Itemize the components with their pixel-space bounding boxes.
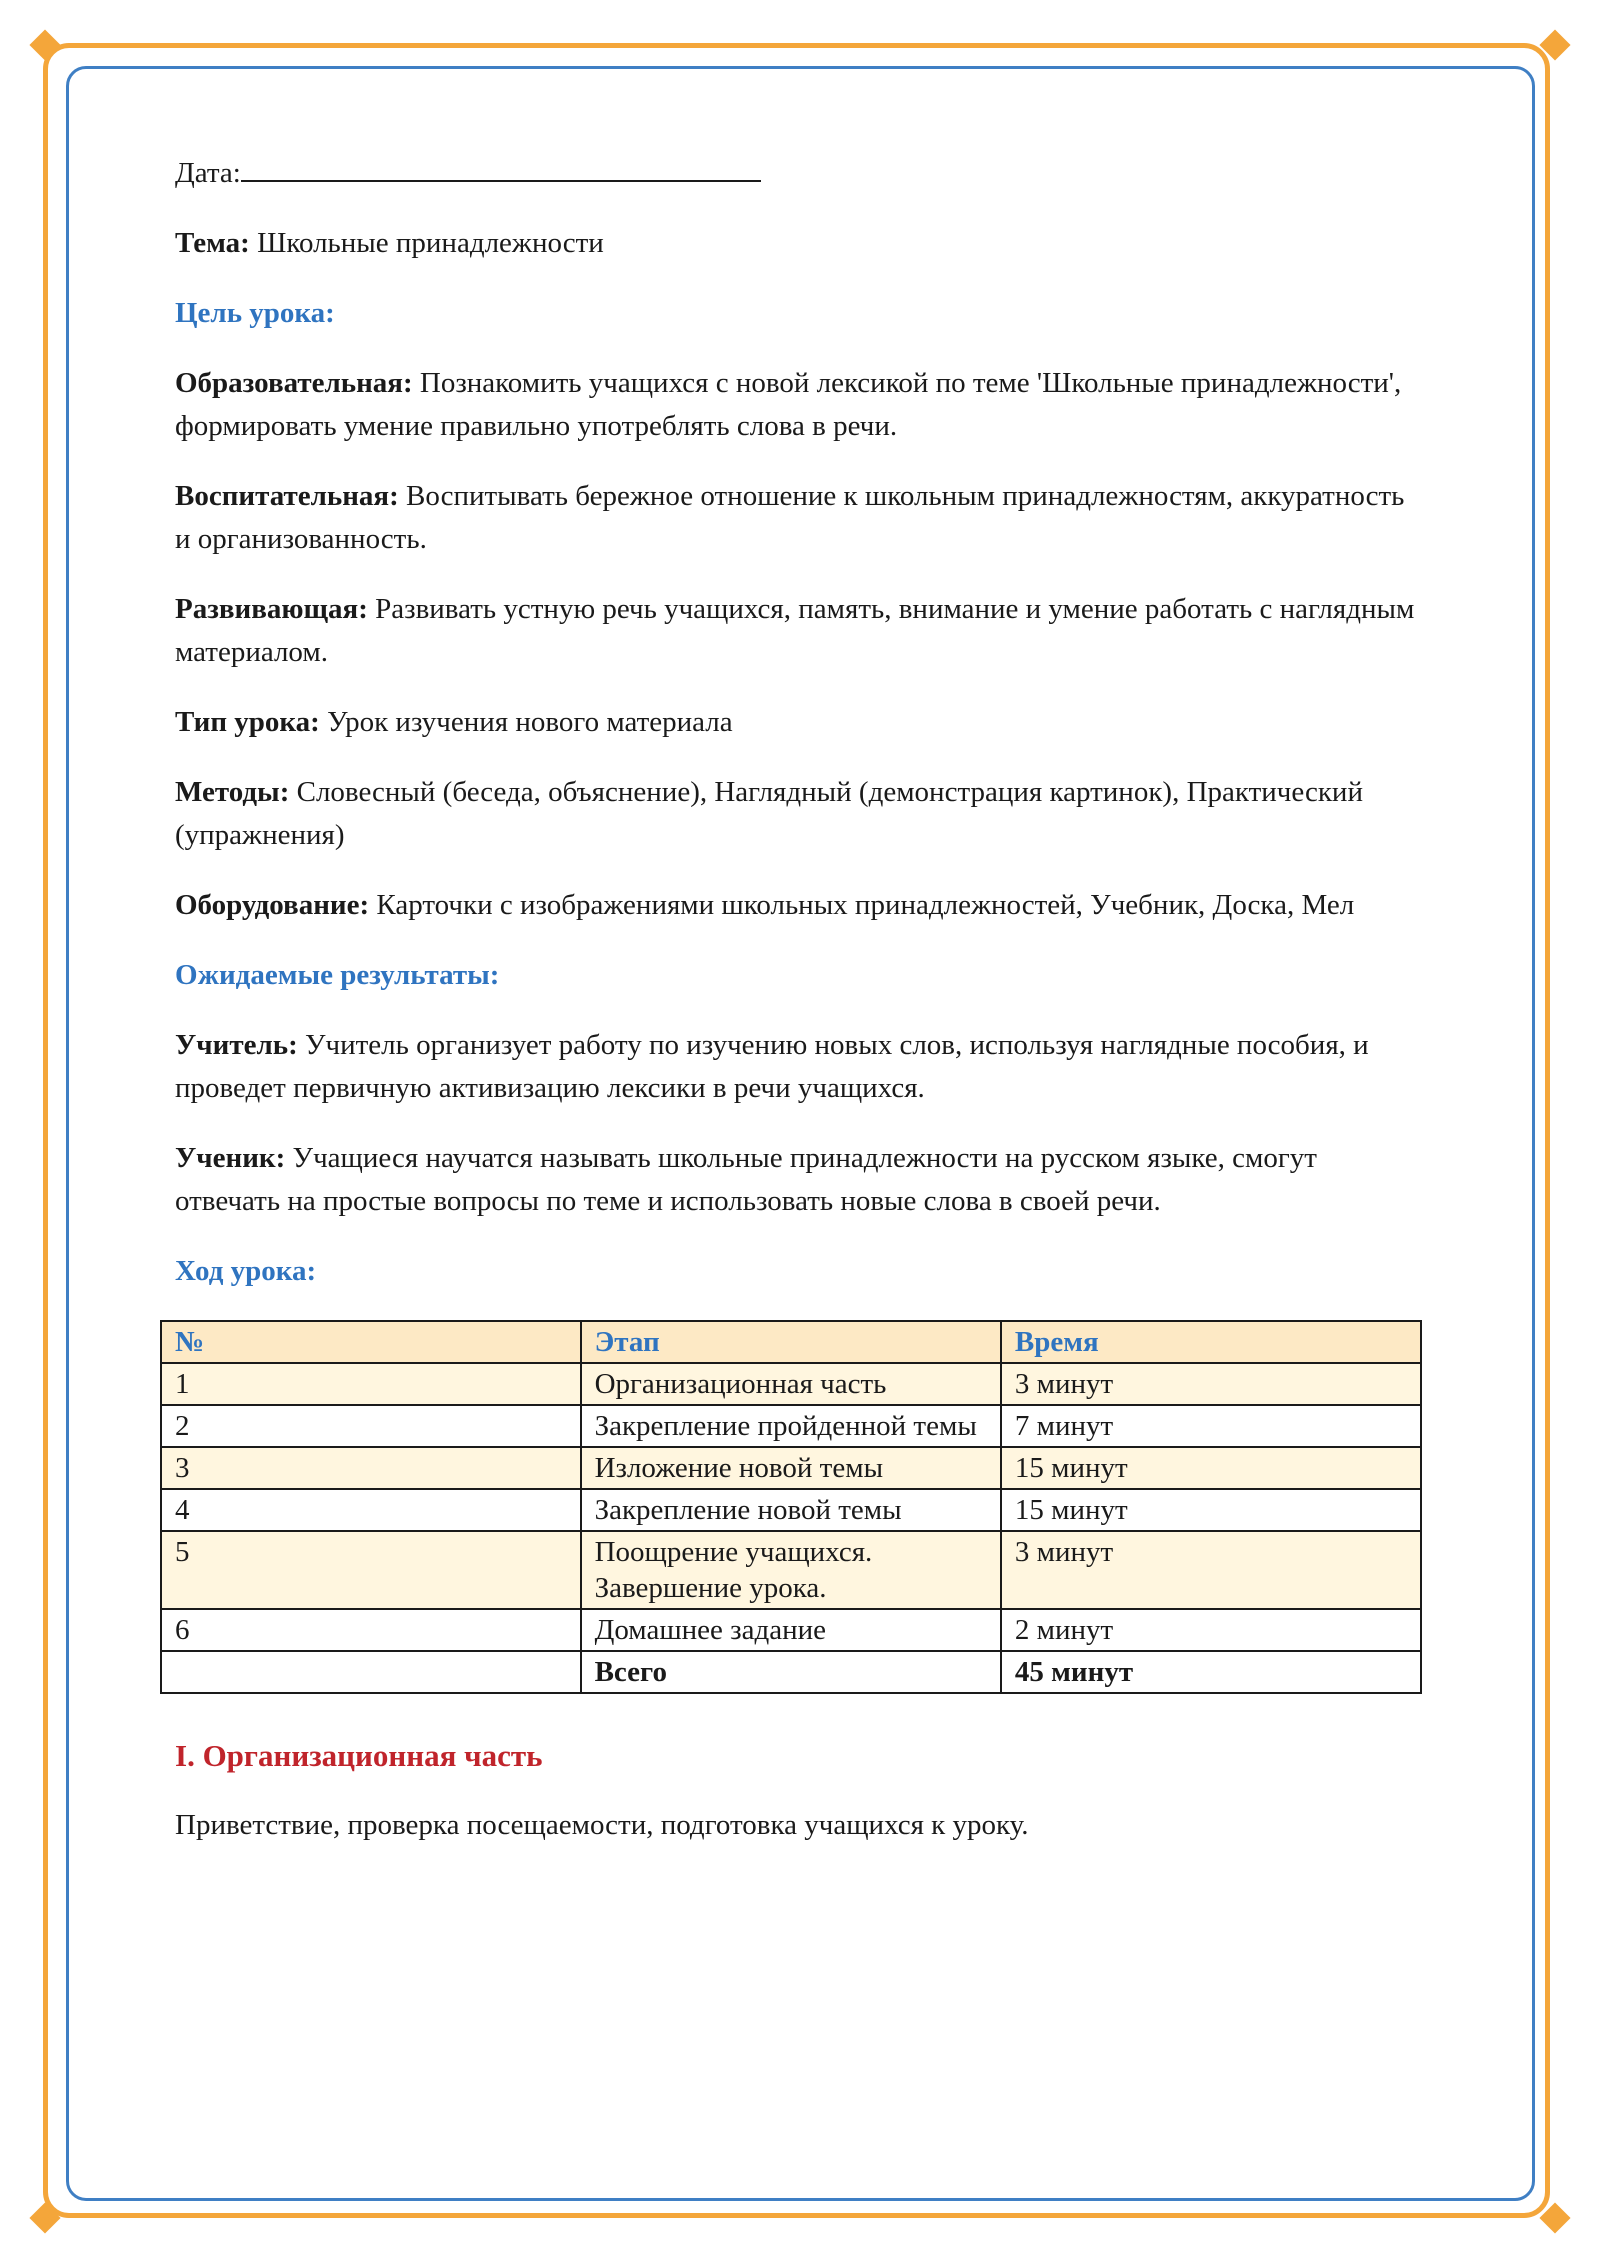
row-time: 7 минут bbox=[1001, 1405, 1421, 1447]
course-heading: Ход урока: bbox=[175, 1255, 317, 1287]
goal-upbringing-text: Воспитывать бережное отношение к школьным принадлежностям, аккуратность и организованность. bbox=[175, 480, 1405, 555]
equipment-text: Карточки с изображениями школьных принадлежностей, Учебник, Доска, Мел bbox=[376, 889, 1355, 921]
row-number: 6 bbox=[161, 1609, 581, 1651]
table-row bbox=[161, 1447, 1421, 1489]
table-row bbox=[161, 1489, 1421, 1531]
row-stage: Поощрение учащихся. Завершение урока. bbox=[581, 1531, 1001, 1609]
date-blank-line bbox=[241, 150, 761, 182]
row-number: 2 bbox=[161, 1405, 581, 1447]
date-row bbox=[175, 150, 1415, 195]
goal-developing-text: Развивать устную речь учащихся, память, внимание и умение работать с наглядным материалом. bbox=[175, 593, 1415, 668]
lesson-type-label: Тип урока: bbox=[175, 706, 320, 738]
row-stage: Изложение новой темы bbox=[581, 1447, 1001, 1489]
section-1-heading: I. Организационная часть bbox=[175, 1738, 543, 1773]
row-number: 4 bbox=[161, 1489, 581, 1531]
column-header-number: № bbox=[161, 1321, 581, 1363]
goal-developing-label: Развивающая: bbox=[175, 593, 368, 625]
goal-educational-label: Образовательная: bbox=[175, 367, 413, 399]
column-header-time: Время bbox=[1001, 1321, 1421, 1363]
table-total-row bbox=[161, 1651, 1421, 1693]
goal-educational bbox=[175, 362, 1415, 448]
goal-educational-text: Познакомить учащихся с новой лексикой по теме 'Школьные принадлежности', формировать умение правильно употреблять слова в речи. bbox=[175, 367, 1402, 442]
row-stage: Закрепление новой темы bbox=[581, 1489, 1001, 1531]
lesson-plan bbox=[175, 150, 1415, 1874]
row-stage: Закрепление пройденной темы bbox=[581, 1405, 1001, 1447]
row-number: 3 bbox=[161, 1447, 581, 1489]
row-time: 15 минут bbox=[1001, 1447, 1421, 1489]
equipment-label: Оборудование: bbox=[175, 889, 370, 921]
topic-row bbox=[175, 222, 1415, 265]
results-heading: Ожидаемые результаты: bbox=[175, 959, 500, 991]
date-label: Дата: bbox=[175, 157, 241, 189]
table-row bbox=[161, 1405, 1421, 1447]
table-row bbox=[161, 1609, 1421, 1651]
topic-value: Школьные принадлежности bbox=[257, 227, 604, 259]
goal-upbringing bbox=[175, 475, 1415, 561]
row-time: 3 минут bbox=[1001, 1363, 1421, 1405]
total-label: Всего bbox=[581, 1651, 1001, 1693]
row-time: 3 минут bbox=[1001, 1531, 1421, 1609]
row-time: 2 минут bbox=[1001, 1609, 1421, 1651]
row-stage: Организационная часть bbox=[581, 1363, 1001, 1405]
row-number: 1 bbox=[161, 1363, 581, 1405]
result-student-text: Учащиеся научатся называть школьные принадлежности на русском языке, смогут отвечать на простые вопросы по теме и использовать новые слова в своей речи. bbox=[175, 1142, 1317, 1217]
row-number: 5 bbox=[161, 1531, 581, 1609]
column-header-stage: Этап bbox=[581, 1321, 1001, 1363]
total-empty-cell bbox=[161, 1651, 581, 1693]
row-time: 15 минут bbox=[1001, 1489, 1421, 1531]
equipment bbox=[175, 884, 1415, 927]
goals-heading: Цель урока: bbox=[175, 297, 335, 329]
section-1-text: Приветствие, проверка посещаемости, подготовка учащихся к уроку. bbox=[175, 1809, 1029, 1841]
table-row bbox=[161, 1531, 1421, 1609]
result-teacher-label: Учитель: bbox=[175, 1029, 298, 1061]
methods bbox=[175, 771, 1415, 857]
lesson-type bbox=[175, 701, 1415, 744]
total-time: 45 минут bbox=[1001, 1651, 1421, 1693]
result-student-label: Ученик: bbox=[175, 1142, 286, 1174]
table-header-row bbox=[161, 1321, 1421, 1363]
goal-developing bbox=[175, 588, 1415, 674]
methods-text: Словесный (беседа, объяснение), Наглядный (демонстрация картинок), Практический (упражнения) bbox=[175, 776, 1363, 851]
lesson-type-text: Урок изучения нового материала bbox=[327, 706, 733, 738]
result-teacher-text: Учитель организует работу по изучению новых слов, используя наглядные пособия, и проведет первичную активизацию лексики в речи учащихся. bbox=[175, 1029, 1369, 1104]
result-student bbox=[175, 1137, 1415, 1223]
table-row bbox=[161, 1363, 1421, 1405]
methods-label: Методы: bbox=[175, 776, 290, 808]
result-teacher bbox=[175, 1024, 1415, 1110]
topic-label: Тема: bbox=[175, 227, 250, 259]
goal-upbringing-label: Воспитательная: bbox=[175, 480, 399, 512]
row-stage: Домашнее задание bbox=[581, 1609, 1001, 1651]
lesson-course-table bbox=[160, 1320, 1422, 1694]
